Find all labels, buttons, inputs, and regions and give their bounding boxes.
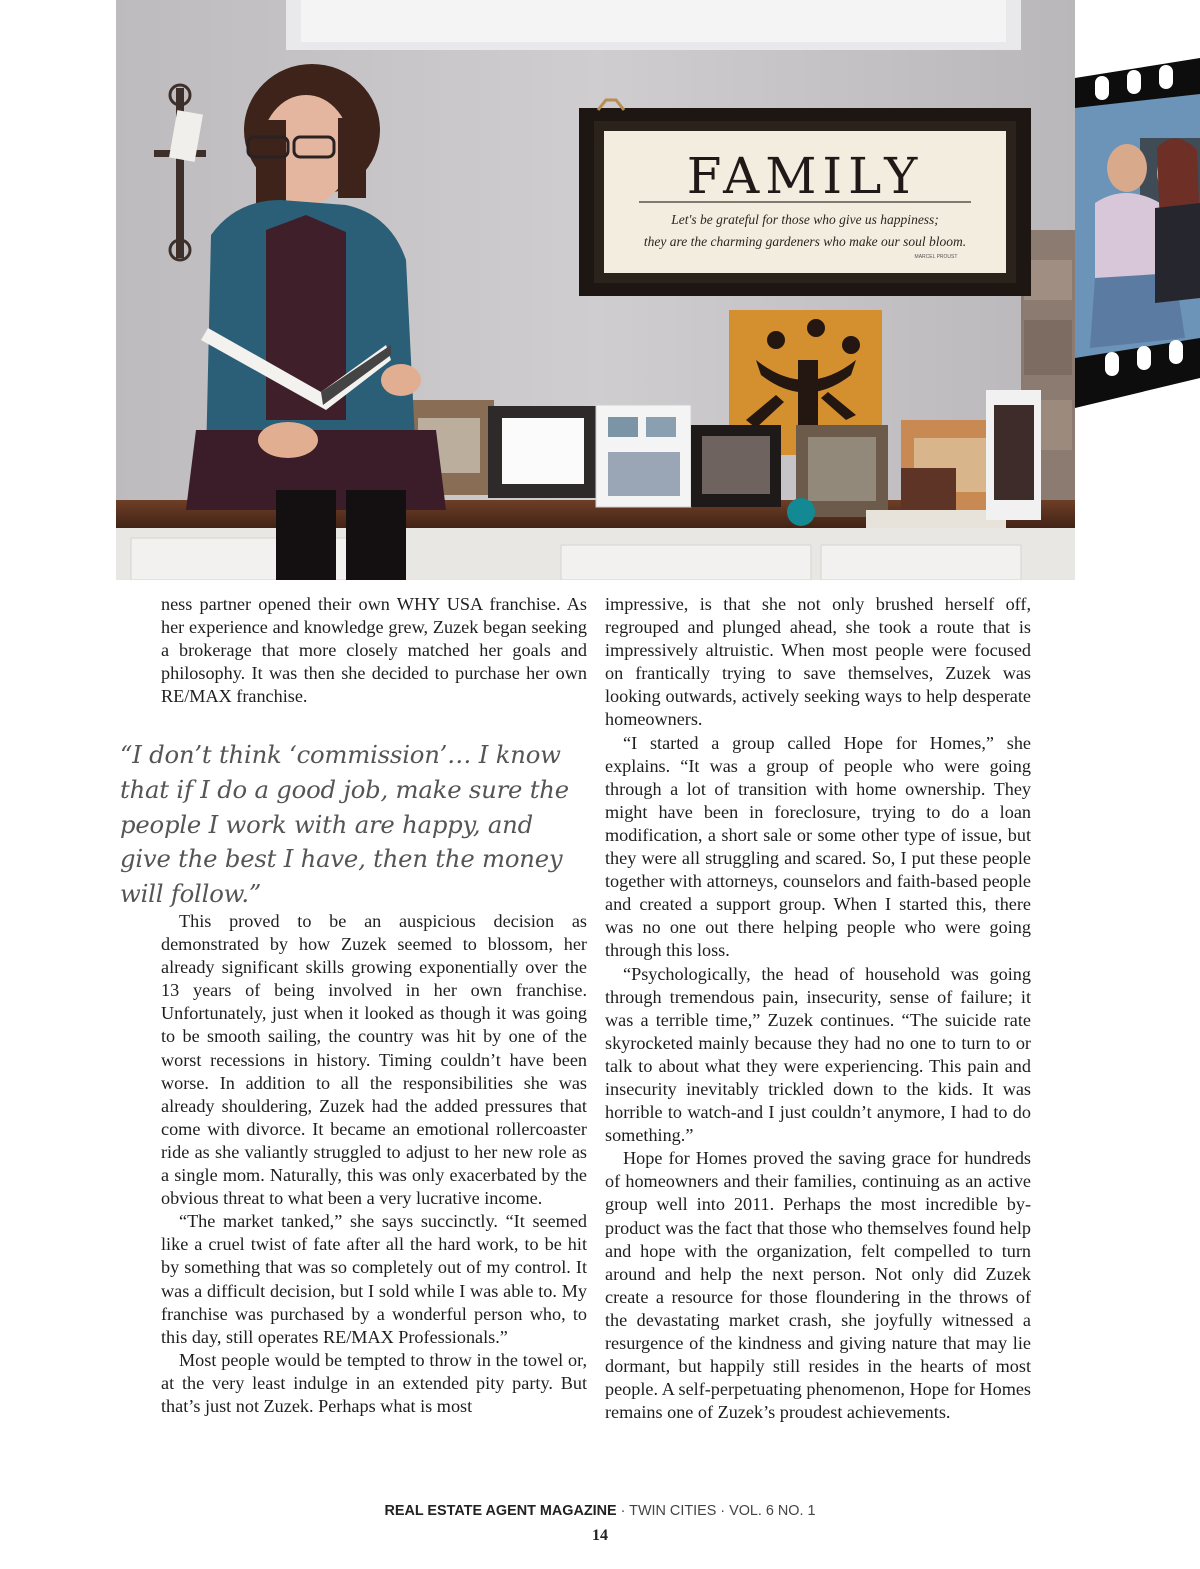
article-paragraph: Most people would be tempted to throw in the towel or, at the very least indulge in an extended pity party. But that’s just not Zuzek. Perhaps what is most bbox=[161, 1349, 587, 1416]
page-footer bbox=[0, 1503, 1200, 1519]
article-paragraph: This proved to be an auspicious decision as demonstrated by how Zuzek seemed to blossom, her already significant skills growing exponentially over the 13 years of being involved in her own franchise. Unfortunately, just when it looked as though it was going to be smooth sailing, the country was hit by one of the worst recessions in history. Timing couldn’t have been worse. In addition to all the responsibilities she was already shouldering, Zuzek had the added pressures that come with divorce. It became an emotional rollercoaster ride as she valiantly struggled to adjust to her new role as a single mom. Naturally, this was only exacerbated by the obvious threat to what been a very lucrative income. bbox=[161, 911, 587, 1209]
article-paragraph: ness partner opened their own WHY USA franchise. As her experience and knowledge grew, Zuzek began seeking a brokerage that more closely matched her goals and philosophy. It was then she decided to purchase her own RE/MAX franchise. bbox=[161, 594, 587, 707]
article-paragraph: “I started a group called Hope for Homes,” she explains. “It was a group of people who were going through a lot of transition with home ownership. They might have been in foreclosure, trying to do a loan modification, a short sale or some other type of issue, but they were all struggling and scared. So, I put these people together with attorneys, counselors and faith-based people and created a support group. When I started this, there was no one out there helping people who were going through this loss. bbox=[605, 732, 1031, 961]
article-column-left-bottom bbox=[161, 910, 587, 1418]
article-paragraph: Hope for Homes proved the saving grace for hundreds of homeowners and their families, continuing as an active group well into 2011. Perhaps the most incredible by-product was the fact that those who themselves found help and hope with the organization, felt compelled to turn around and help the next person. Not only did Zuzek create a resource for those floundering in the throws of the devastating market crash, she joyfully witnessed a resurgence of the kindness and giving nature that may lie dormant, but happily still resides in the hearts of most people. A self-perpetuating phenomenon, Hope for Homes remains one of Zuzek’s proudest achievements. bbox=[605, 1148, 1031, 1423]
article-paragraph: “Psychologically, the head of household was going through tremendous pain, insecurity, sense of failure; it was a terrible time,” Zuzek continues. “The suicide rate skyrocketed mainly because they had no one to turn to or talk to about what they were experiencing. This pain and insecurity inevitably trickled down to the kids. It was horrible to watch-and I just couldn’t anymore, I had to do something.” bbox=[605, 963, 1031, 1146]
magazine-name: REAL ESTATE AGENT MAGAZINE bbox=[384, 1503, 617, 1519]
article-column-left-top bbox=[161, 593, 587, 708]
film-strip-photo bbox=[1075, 58, 1200, 410]
article-column-right bbox=[605, 593, 1031, 1424]
family-sign-quote-line1: Let's be grateful for those who give us happiness; bbox=[671, 212, 939, 227]
issue-info: · TWIN CITIES · VOL. 6 NO. 1 bbox=[616, 1503, 816, 1519]
article-paragraph: “The market tanked,” she says succinctly. “It seemed like a cruel twist of fate after all the hard work, to be hit by something that was so completely out of my control. It was a difficult decision, but I sold while I was able to. My franchise was purchased by a wonderful person who, to this day, still operates RE/MAX Professionals.” bbox=[161, 1211, 587, 1347]
page-number: 14 bbox=[592, 1527, 608, 1544]
pull-quote: “I don’t think ‘commission’… I know that if I do a good job, make sure the people I work with are happy, and give the best I have, then the money will follow.” bbox=[120, 740, 569, 909]
family-sign-quote-line2: they are the charming gardeners who make our soul bloom. bbox=[643, 234, 967, 249]
family-sign-title: FAMILY bbox=[686, 147, 924, 205]
article-paragraph: impressive, is that she not only brushed herself off, regrouped and plunged ahead, she took a route that is impressively altruistic. When most people were focused on frantically trying to save themselves, Zuzek was looking outwards, actively seeking ways to help desperate homeowners. bbox=[605, 594, 1031, 730]
hero-photo bbox=[116, 0, 1075, 580]
family-sign-author: MARCEL PROUST bbox=[914, 254, 958, 260]
